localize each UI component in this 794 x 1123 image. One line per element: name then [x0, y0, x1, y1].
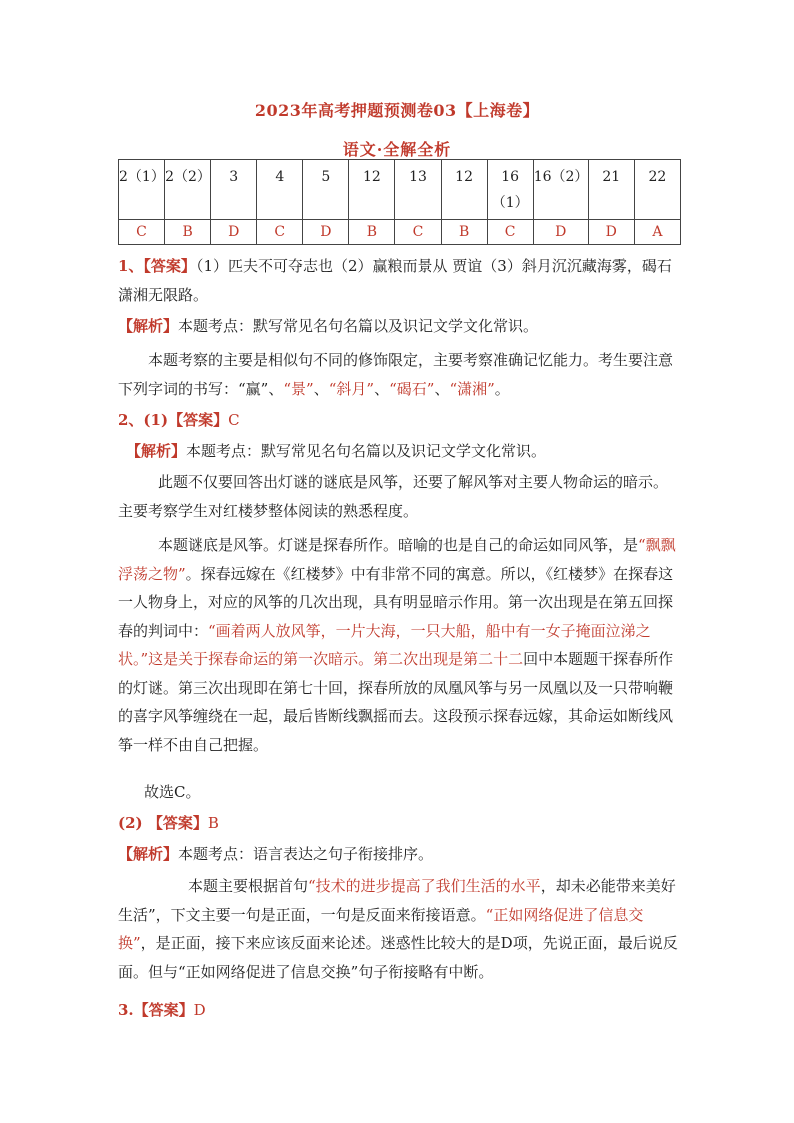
- answer-cell: C: [119, 220, 165, 245]
- q3-answer-text: D: [193, 1001, 206, 1019]
- q2b-text: ，却未必能带来美好生活”，下文主要一句是正面，一句是反面来衔接语意。: [118, 877, 676, 924]
- answer-key-table: [118, 159, 681, 245]
- question-number-cell: 21: [588, 160, 634, 220]
- q1-analysis-label: 【解析】: [118, 317, 179, 335]
- q1-separator: 、: [374, 379, 390, 398]
- question-number-cell: 3: [211, 160, 257, 220]
- answer-cell: D: [588, 220, 634, 245]
- answer-table-answer-row: [119, 220, 681, 245]
- q2b-answer-text: B: [207, 814, 219, 832]
- question-number-cell: 2（2）: [165, 160, 211, 220]
- q2b-analysis-label: 【解析】: [118, 845, 179, 863]
- q2-paragraph-1: 此题不仅要回答出灯谜的谜底是风筝，还要了解风筝对主要人物命运的暗示。主要考察学生对红楼梦整体阅读的熟悉程度。: [118, 473, 669, 520]
- answer-cell: C: [395, 220, 441, 245]
- q2-p2-quote: “飘飘浮荡之物”: [118, 536, 676, 583]
- q1-end: 。: [494, 379, 510, 398]
- q2-p2-text: 回中本题题干探春所作的灯谜。第三次出现即在第七十回，探春所放的凤凰风筝与另一凤凰以及一只带响鞭的喜字风筝缠绕在一起，最后皆断线飘摇而去。这段预示探春远嫁，其命运如断线风筝一样不由自己把握。: [118, 650, 674, 754]
- question-number-cell: 16 （1）: [487, 160, 533, 220]
- q3-answer: [118, 996, 680, 1025]
- answer-cell: D: [303, 220, 349, 245]
- q1-separator: 、: [268, 379, 284, 398]
- q2-answer: [118, 406, 680, 435]
- answer-cell: B: [441, 220, 487, 245]
- q1-word: “潇湘”: [449, 379, 495, 398]
- q2-p2-text: 本题谜底是风筝。灯谜是探春所作。暗喻的也是自己的命运如同风筝，是: [158, 536, 639, 554]
- q2b-analysis-text: 本题考点：语言表达之句子衔接排序。: [178, 845, 434, 863]
- answer-cell: A: [634, 220, 680, 245]
- question-number-cell: 12: [441, 160, 487, 220]
- q1-analysis-text: 本题考点：默写常见名句名篇以及识记文学文化常识。: [178, 317, 539, 335]
- answer-cell: C: [487, 220, 533, 245]
- q3-answer-label: 3.【答案】: [118, 1001, 194, 1019]
- q2-analysis-label: 【解析】: [126, 442, 187, 460]
- question-number-cell: 2（1）: [119, 160, 165, 220]
- q2-analysis: [118, 437, 680, 466]
- q2b-answer: [118, 809, 680, 838]
- answer-cell: B: [165, 220, 211, 245]
- document-subtitle: 语文·全解全析: [342, 140, 452, 159]
- q2b-quote: “技术的进步提高了我们生活的水平: [308, 877, 541, 895]
- question-number-cell: 5: [303, 160, 349, 220]
- q2-answer-text: C: [228, 411, 240, 429]
- q2b-paragraph: [118, 872, 680, 986]
- q1-analysis: [118, 312, 680, 341]
- q2b-answer-label: (2) 【答案】: [118, 814, 208, 832]
- question-number-cell: 16（2）: [533, 160, 588, 220]
- q1-answer-label: 1、【答案】: [118, 257, 196, 275]
- answer-cell: D: [533, 220, 588, 245]
- q2b-analysis: [118, 840, 680, 869]
- q2-answer-label: 2、(1)【答案】: [118, 411, 229, 429]
- answer-cell: D: [211, 220, 257, 245]
- q1-explanation: [118, 346, 680, 403]
- q1-answer-text: （1）匹夫不可夺志也（2）赢粮而景从 贾谊（3）斜月沉沉藏海雾，碣石潇湘无限路。: [118, 257, 672, 304]
- answer-cell: B: [349, 220, 395, 245]
- q1-separator: 、: [434, 379, 450, 398]
- q2-p2-quote: “画着两人放风筝，一片大海，一只大船，船中有一女子掩面泣涕之状。”这是关于探春命运的第一次暗示。第二次出现是第二十二: [118, 621, 651, 668]
- q2-choose: 故选C。: [144, 783, 201, 801]
- q2b-quote: “正如网络促进了信息交换”: [118, 905, 644, 952]
- q1-word: “斜月”: [328, 379, 375, 398]
- answer-table-header-row: [119, 160, 681, 220]
- q2-analysis-text: 本题考点：默写常见名句名篇以及识记文学文化常识。: [186, 442, 547, 460]
- q1-answer: [118, 252, 680, 309]
- q2-p2-text: 。探春远嫁在《红楼梦》中有非常不同的寓意。所以，《红楼梦》在探春这一人物身上，对应的风筝的几次出现，具有明显暗示作用。第一次出现是在第五回探春的判词中：: [118, 564, 674, 640]
- q2-paragraph-2: [118, 531, 680, 759]
- q1-separator: 、: [313, 379, 329, 398]
- q1-word: “景”: [283, 379, 314, 398]
- question-number-cell: 22: [634, 160, 680, 220]
- answer-cell: C: [257, 220, 303, 245]
- question-number-cell: 13: [395, 160, 441, 220]
- q2b-text: 本题主要根据首句: [188, 877, 309, 895]
- q1-word: “碣石”: [389, 379, 435, 398]
- question-number-cell: 12: [349, 160, 395, 220]
- question-number-cell: 4: [257, 160, 303, 220]
- document-title: 2023年高考押题预测卷03【上海卷】: [254, 101, 540, 120]
- q1-word: “赢”: [238, 379, 269, 398]
- q2b-text: ，是正面，接下来应该反面来论述。迷惑性比较大的是D项，先说正面，最后说反面。但与“正如网络促进了信息交换”句子衔接略有中断。: [118, 934, 678, 981]
- q1-explanation-text: 本题考察的主要是相似句不同的修饰限定，主要考察准确记忆能力。考生要注意下列字词的书写：: [118, 351, 674, 398]
